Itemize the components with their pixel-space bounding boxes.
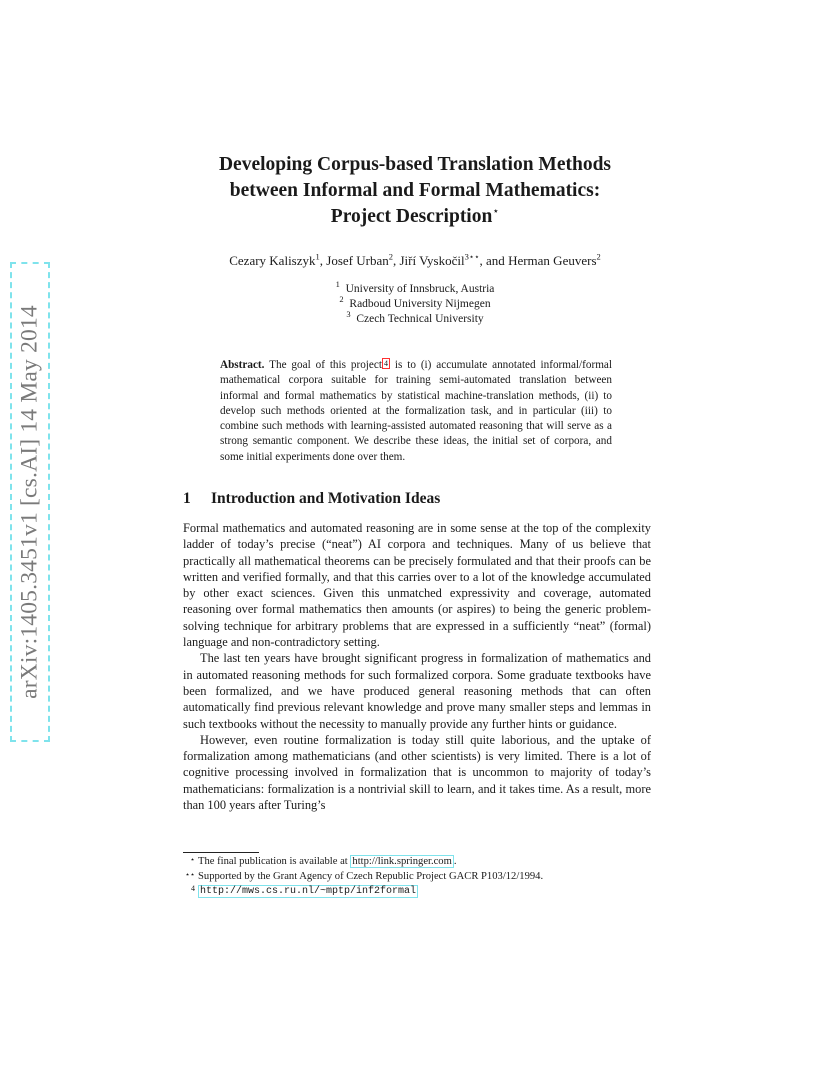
springer-link[interactable]: http://link.springer.com — [352, 856, 452, 867]
author-affil-mark: 2 — [388, 251, 393, 262]
abstract-text-after: is to (i) accumulate annotated informal/formal mathematical corpora suitable for training semi-automated translation between informal and formal mathematics by statistical machine-translation methods, (ii) to develop such methods oriented at the formalization task, and in particular (iii) to combine such methods with learning-assisted automated reasoning that will serve as a strong semantic component. We describe these ideas, the initial set of corpora, and some initial experiments done over them. — [220, 359, 612, 463]
title-line — [150, 204, 680, 230]
author-name: Josef Urban — [326, 253, 389, 268]
title-line: between Informal and Formal Mathematics: — [229, 180, 601, 201]
footnote-4-link[interactable]: 4 — [383, 359, 388, 368]
footnote-trailing: . — [453, 856, 457, 867]
author-separator: , — [319, 253, 327, 268]
arxiv-identifier-stamp — [10, 262, 50, 742]
paragraph: However, even routine formalization is today still quite laborious, and the uptake of formalization among mathematicians (and other scientists) is very limited. There is a lot of cognitive processing involved in formalization that is uncommon to majority of today’s mathematicians: formalization is a nontrivial skill to learn, and it takes time. As a result, more than 100 years after Turing’s — [183, 732, 651, 813]
title-line-text: Project Description — [330, 206, 493, 227]
author-separator: , and — [479, 253, 509, 268]
affiliation — [250, 294, 580, 312]
title-line: Developing Corpus-based Translation Methods — [218, 154, 612, 175]
affiliation-list — [250, 279, 580, 327]
affiliation-mark: 1 — [335, 279, 340, 290]
footnote-mark: ⋆ — [189, 855, 195, 864]
project-url-link[interactable]: http://mws.cs.ru.nl/~mptp/inf2formal — [200, 886, 417, 897]
author-name: Herman Geuvers — [508, 253, 597, 268]
affiliation-text: Czech Technical University — [356, 313, 484, 325]
affiliation-text: University of Innsbruck, Austria — [345, 283, 495, 295]
abstract-text-before: The goal of this project — [269, 359, 382, 371]
footnote-text: Supported by the Grant Agency of Czech Republic Project GACR P103/12/1994. — [198, 870, 544, 882]
author-list — [150, 253, 680, 269]
section-title: Introduction and Motivation Ideas — [211, 490, 441, 507]
paragraph: The last ten years have brought significant progress in formalization of mathematics and in automated reasoning methods for such formalized corpora. Some graduate textbooks have been formalized, and we have produced general reasoning methods that can often automatically find previous relevant knowledge and prove many smaller steps and lemmas in such textbooks without the necessity to manually provide any further hints or guidance. — [183, 651, 651, 731]
body-text — [183, 520, 651, 813]
author-affil-mark: 1 — [315, 251, 320, 262]
affiliation — [250, 279, 580, 297]
author-name: Jiří Vyskočil — [399, 253, 465, 268]
arxiv-identifier-text: arXiv:1405.3451v1 [cs.AI] 14 May 2014 — [16, 305, 43, 699]
author-affil-mark: 3⋆⋆ — [464, 251, 480, 262]
footnote-rule — [183, 852, 259, 853]
footnote-mark: 4 — [191, 884, 195, 893]
section-heading — [183, 490, 663, 508]
footnote-text: The final publication is available at — [198, 856, 351, 867]
paper-title — [150, 152, 680, 230]
footnotes — [183, 855, 653, 900]
affiliation-mark: 2 — [339, 294, 344, 305]
abstract-label: Abstract. — [220, 359, 265, 371]
footnote — [183, 855, 653, 870]
author-separator: , — [392, 253, 400, 268]
author-affil-mark: 2 — [596, 251, 601, 262]
author-name: Cezary Kaliszyk — [229, 253, 316, 268]
paragraph: Formal mathematics and automated reasoning are in some sense at the top of the complexity ladder of today’s precise (“neat”) AI corpora and techniques. Many of us believe that practically all mathematical theorems can be precisely formulated and that their proofs can be written and verified formally, and that this carries over to a lot of the knowledge accumulated by other exact sciences. Given this unmatched expressivity and coverage, automated reasoning over formal mathematics then amounts (or aspires) to being the generic problem-solving technique for arbitrary problems that are expressed in a sufficiently “neat” (formal) language and non-contradictory setting. — [183, 521, 651, 650]
affiliation — [250, 309, 580, 327]
section-number: 1 — [183, 490, 191, 507]
footnote — [183, 884, 653, 900]
title-footnote-mark: ⋆ — [492, 205, 500, 218]
affiliation-mark: 3 — [346, 309, 351, 320]
affiliation-text: Radboud University Nijmegen — [349, 298, 491, 310]
footnote — [183, 870, 653, 885]
footnote-mark: ⋆⋆ — [184, 869, 195, 879]
abstract — [220, 358, 612, 465]
